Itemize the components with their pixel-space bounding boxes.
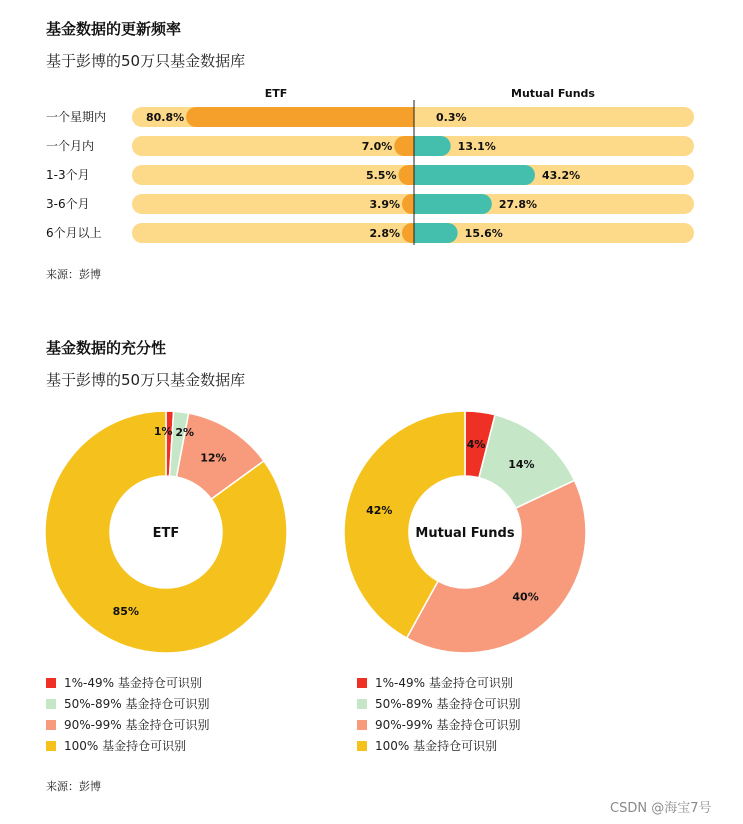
etf-bar bbox=[394, 136, 414, 156]
legend-item bbox=[46, 716, 210, 733]
mutual-funds-slice-label: 14% bbox=[508, 457, 535, 471]
chart1-subtitle: 基于彭博的50万只基金数据库 bbox=[46, 52, 246, 70]
diverging-bar-chart bbox=[0, 0, 743, 260]
legend-swatch bbox=[46, 699, 56, 709]
mutual-funds-slice-label: 4% bbox=[466, 438, 486, 452]
legend-swatch bbox=[357, 699, 367, 709]
legend-swatch bbox=[46, 741, 56, 751]
mutual-funds-value-label: 13.1% bbox=[457, 140, 496, 153]
mutual-funds-header: Mutual Funds bbox=[511, 87, 595, 100]
category-label: 6个月以上 bbox=[46, 226, 102, 240]
legend-label: 90%-99% 基金持仓可识别 bbox=[375, 718, 521, 732]
etf-bar bbox=[186, 107, 414, 127]
mutual-funds-value-label: 43.2% bbox=[541, 169, 581, 182]
chart2-title: 基金数据的充分性 bbox=[46, 339, 167, 357]
watermark: CSDN @海宝7号 bbox=[610, 801, 712, 816]
mutual-funds-value-label: 0.3% bbox=[436, 111, 467, 124]
etf-value-label: 5.5% bbox=[365, 169, 397, 182]
etf-slice-label: 1% bbox=[153, 425, 173, 439]
mutual-funds-bar bbox=[414, 194, 492, 214]
etf-value-label: 80.8% bbox=[145, 111, 185, 124]
legend-swatch bbox=[357, 741, 367, 751]
mutual-funds-bar bbox=[414, 165, 535, 185]
legend-swatch bbox=[357, 678, 367, 688]
etf-value-label: 7.0% bbox=[361, 140, 393, 153]
legend-swatch bbox=[357, 720, 367, 730]
category-label: 1-3个月 bbox=[46, 168, 90, 182]
legend-label: 50%-89% 基金持仓可识别 bbox=[64, 697, 210, 711]
chart2-subtitle: 基于彭博的50万只基金数据库 bbox=[46, 371, 246, 389]
legend-item bbox=[357, 737, 497, 754]
category-label: 一个星期内 bbox=[46, 110, 107, 124]
mutual-funds-slice-label: 42% bbox=[366, 503, 393, 517]
legend-swatch bbox=[46, 720, 56, 730]
legend-item bbox=[46, 674, 202, 691]
legend-label: 1%-49% 基金持仓可识别 bbox=[375, 676, 513, 690]
etf-header: ETF bbox=[264, 87, 288, 100]
etf-value-label: 3.9% bbox=[369, 198, 400, 211]
mutual-funds-bar bbox=[414, 223, 458, 243]
chart1-source: 来源：彭博 bbox=[46, 268, 101, 281]
category-label: 3-6个月 bbox=[46, 197, 90, 211]
etf-value-label: 2.8% bbox=[369, 227, 400, 240]
mutual-funds-slice-label: 40% bbox=[512, 590, 539, 604]
mutual-funds-donut-slice bbox=[407, 480, 586, 653]
legend-item bbox=[357, 695, 521, 712]
legend-item bbox=[46, 737, 186, 754]
donut-charts bbox=[0, 400, 743, 660]
legend-label: 1%-49% 基金持仓可识别 bbox=[64, 676, 202, 690]
etf-slice-label: 12% bbox=[200, 451, 227, 465]
legend-swatch bbox=[46, 678, 56, 688]
legend-item bbox=[357, 674, 513, 691]
etf-slice-label: 2% bbox=[175, 425, 195, 439]
mutual-funds-bar bbox=[414, 136, 451, 156]
mutual-funds-center-label: Mutual Funds bbox=[415, 526, 515, 541]
chart2-source: 来源：彭博 bbox=[46, 780, 101, 793]
legend-label: 100% 基金持仓可识别 bbox=[64, 739, 187, 753]
etf-slice-label: 85% bbox=[112, 604, 139, 618]
category-label: 一个月内 bbox=[46, 139, 95, 153]
chart1-title: 基金数据的更新频率 bbox=[46, 20, 182, 38]
legend-label: 100% 基金持仓可识别 bbox=[375, 739, 498, 753]
mutual-funds-value-label: 27.8% bbox=[498, 198, 538, 211]
legend-label: 90%-99% 基金持仓可识别 bbox=[64, 718, 210, 732]
legend-item bbox=[357, 716, 521, 733]
legend-label: 50%-89% 基金持仓可识别 bbox=[375, 697, 521, 711]
mutual-funds-value-label: 15.6% bbox=[464, 227, 503, 240]
legend-item bbox=[46, 695, 210, 712]
etf-center-label: ETF bbox=[152, 526, 180, 541]
